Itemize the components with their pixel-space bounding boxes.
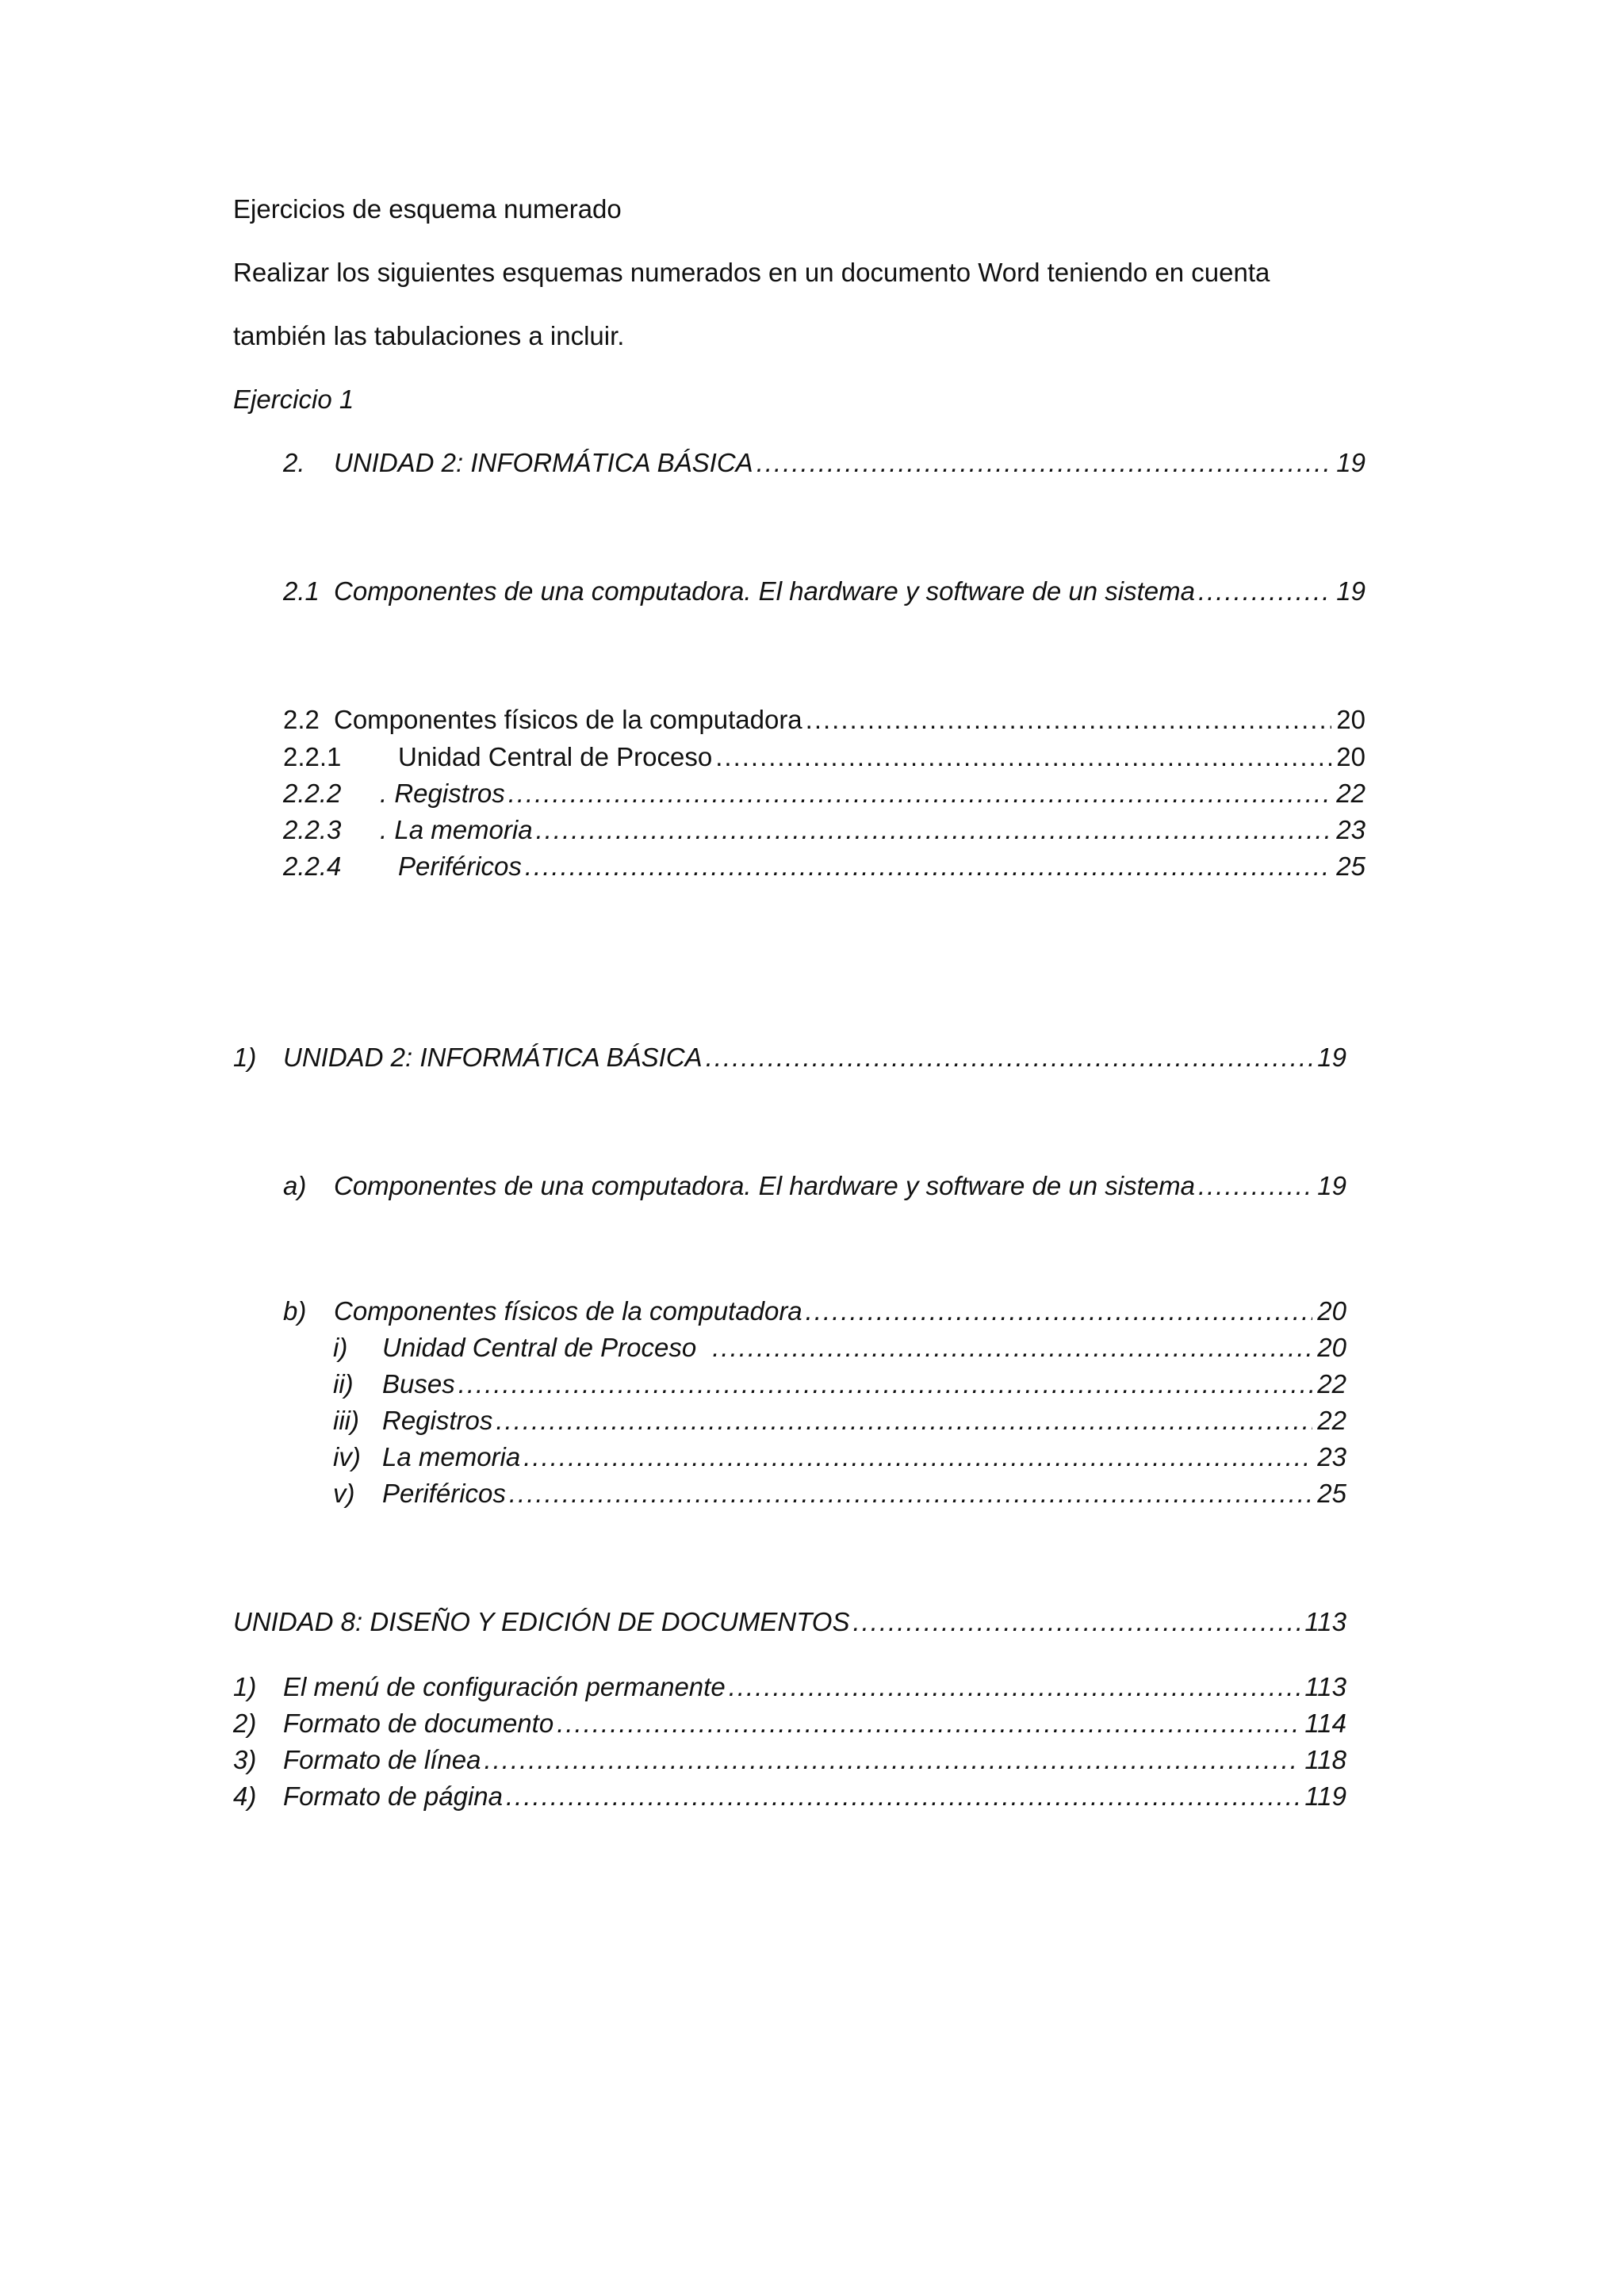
toc2-page: 19 [1317, 1171, 1346, 1200]
toc2-page: 20 [1317, 1296, 1346, 1326]
toc1-entry [283, 704, 1365, 736]
dot-leader [484, 1744, 1300, 1776]
toc1-title: Componentes físicos de la computadora [334, 705, 802, 734]
dot-leader [806, 1295, 1313, 1327]
toc2-title: Unidad Central de Proceso [382, 1333, 697, 1362]
document-heading: Ejercicios de esquema numerado [233, 194, 622, 224]
toc2-number: a) [283, 1171, 307, 1200]
toc2-number: ii) [333, 1369, 354, 1399]
toc2-page: 22 [1317, 1369, 1346, 1399]
toc2-number: b) [283, 1296, 307, 1326]
instruction-line-2: también las tabulaciones a incluir. [233, 321, 625, 350]
toc3-entry [233, 1781, 1346, 1812]
toc1-number: 2.2.3 [283, 815, 342, 844]
toc2-entry [233, 1042, 1346, 1073]
toc3-entry [233, 1744, 1346, 1776]
dot-leader [715, 741, 1331, 773]
toc2-title: Registros [382, 1406, 493, 1435]
toc1-page: 20 [1336, 742, 1365, 771]
toc3-title: UNIDAD 8: DISEÑO Y EDICIÓN DE DOCUMENTOS [233, 1607, 850, 1636]
toc1-entry [283, 576, 1365, 607]
toc1-page: 25 [1336, 851, 1365, 881]
toc2-number: iv) [333, 1442, 361, 1471]
toc1-number: 2.2 [283, 705, 320, 734]
toc2-number: v) [333, 1479, 355, 1508]
dot-leader [508, 778, 1332, 809]
toc2-entry [283, 1295, 1346, 1327]
instruction-line-1: Realizar los siguientes esquemas numerados en un documento Word teniendo en cuenta [233, 258, 1270, 287]
toc1-page: 19 [1336, 448, 1365, 477]
toc3-entry [233, 1606, 1346, 1638]
dot-leader [852, 1606, 1300, 1638]
toc1-entry [283, 778, 1365, 809]
toc1-title: . La memoria [380, 815, 533, 844]
toc1-title: Periféricos [398, 851, 522, 881]
toc1-number: 2.2.2 [283, 779, 342, 808]
toc3-number: 1) [233, 1672, 257, 1701]
toc2-entry [333, 1405, 1346, 1437]
toc1-entry [283, 741, 1365, 773]
dot-leader [506, 1781, 1300, 1812]
toc2-page: 23 [1317, 1442, 1346, 1471]
toc2-page: 19 [1317, 1043, 1346, 1072]
dot-leader [523, 1441, 1312, 1473]
toc2-number: i) [333, 1333, 348, 1362]
toc3-entry [233, 1671, 1346, 1703]
toc3-title: Formato de página [283, 1781, 504, 1811]
toc3-page: 113 [1304, 1607, 1346, 1636]
toc2-title: Componentes físicos de la computadora [334, 1296, 802, 1326]
toc2-entry [333, 1441, 1346, 1473]
toc3-title: Formato de línea [283, 1745, 481, 1774]
toc3-title: El menú de configuración permanente [283, 1672, 726, 1701]
toc3-page: 114 [1304, 1709, 1346, 1738]
toc1-title: . Registros [380, 779, 505, 808]
toc1-entry [283, 447, 1365, 479]
toc2-page: 25 [1317, 1479, 1346, 1508]
toc3-number: 3) [233, 1745, 257, 1774]
toc1-page: 20 [1336, 705, 1365, 734]
dot-leader [509, 1478, 1312, 1510]
toc1-page: 23 [1336, 815, 1365, 844]
toc2-entry [333, 1332, 1346, 1364]
toc2-title: Componentes de una computadora. El hardware y software de un sistema [334, 1171, 1195, 1200]
toc2-title: UNIDAD 2: INFORMÁTICA BÁSICA [283, 1043, 703, 1072]
toc3-page: 119 [1304, 1781, 1346, 1811]
toc1-entry [283, 851, 1365, 882]
toc2-page: 22 [1317, 1406, 1346, 1435]
toc1-number: 2.2.4 [283, 851, 342, 881]
dot-leader [1198, 1170, 1312, 1202]
dot-leader [496, 1405, 1312, 1437]
toc1-number: 2.1 [283, 576, 320, 606]
dot-leader [458, 1368, 1313, 1400]
exercise-label: Ejercicio 1 [233, 385, 354, 414]
toc3-number: 4) [233, 1781, 257, 1811]
toc2-title: Periféricos [382, 1479, 506, 1508]
toc1-entry [283, 814, 1365, 846]
toc3-title: Formato de documento [283, 1709, 554, 1738]
toc2-entry [333, 1478, 1346, 1510]
toc1-title: Unidad Central de Proceso [398, 742, 713, 771]
toc2-number: iii) [333, 1406, 359, 1435]
toc1-page: 19 [1336, 576, 1365, 606]
toc2-entry [333, 1368, 1346, 1400]
toc3-page: 118 [1304, 1745, 1346, 1774]
dot-leader [706, 1042, 1313, 1073]
toc2-page: 20 [1317, 1333, 1346, 1362]
toc1-page: 22 [1336, 779, 1365, 808]
toc3-number: 2) [233, 1709, 257, 1738]
dot-leader [1198, 576, 1331, 607]
dot-leader [536, 814, 1332, 846]
toc2-title: Buses [382, 1369, 455, 1399]
toc2-number: 1) [233, 1043, 257, 1072]
toc3-entry [233, 1708, 1346, 1739]
toc3-page: 113 [1304, 1672, 1346, 1701]
dot-leader [756, 447, 1332, 479]
dot-leader [557, 1708, 1300, 1739]
dot-leader [525, 851, 1331, 882]
toc2-entry [283, 1170, 1346, 1202]
toc1-number: 2. [283, 448, 305, 477]
toc1-number: 2.2.1 [283, 742, 342, 771]
toc1-title: Componentes de una computadora. El hardware y software de un sistema [334, 576, 1195, 606]
toc1-title: UNIDAD 2: INFORMÁTICA BÁSICA [334, 448, 753, 477]
dot-leader [729, 1671, 1300, 1703]
dot-leader [806, 704, 1332, 736]
dot-leader [712, 1332, 1312, 1364]
toc2-title: La memoria [382, 1442, 521, 1471]
